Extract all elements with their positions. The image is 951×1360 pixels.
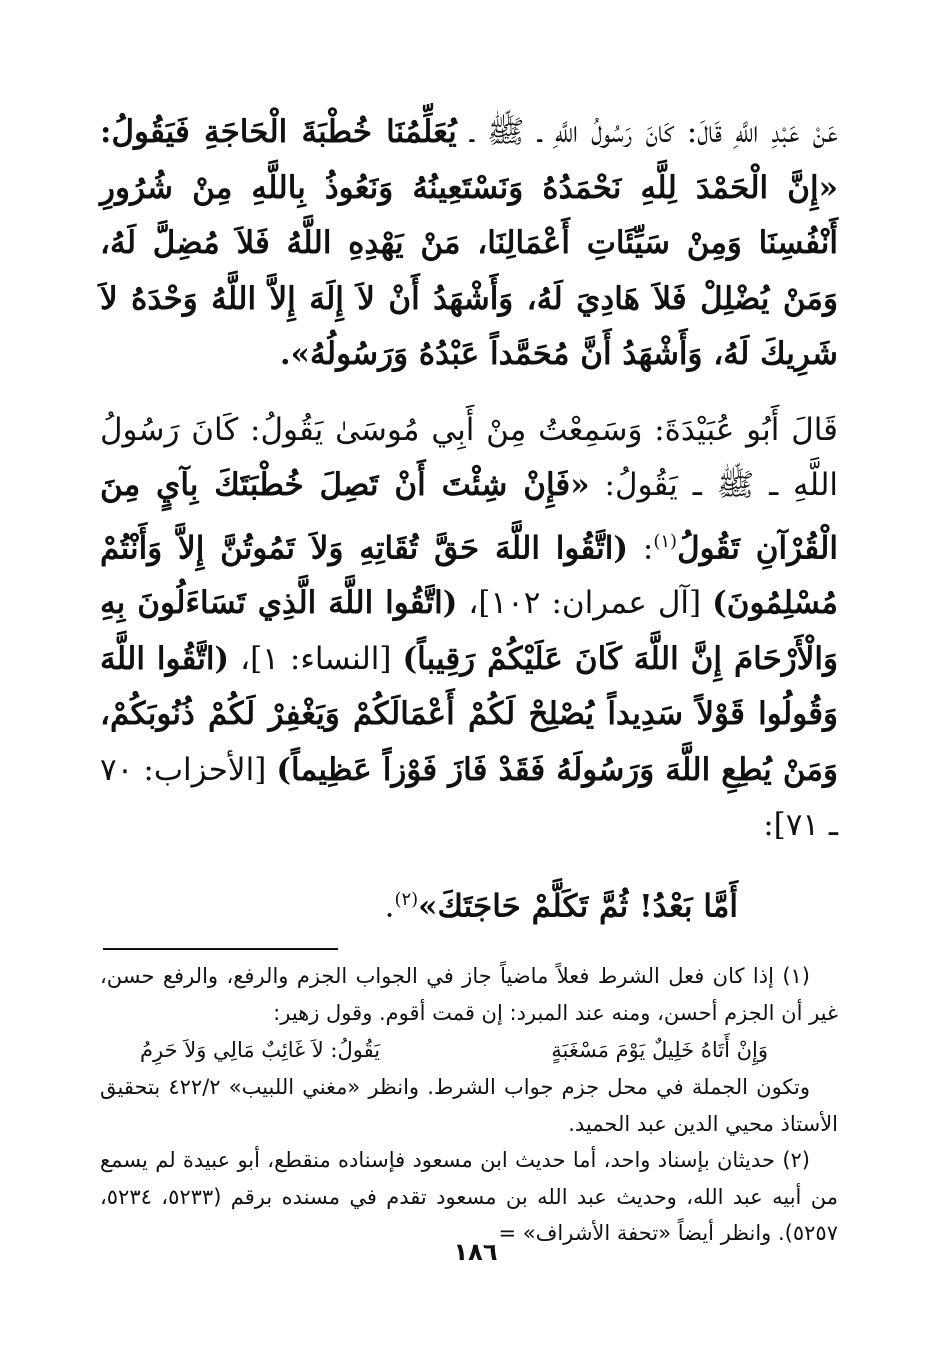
hadith-intro: عَنْ عَبْدِ اللَّهِ قَالَ: كَانَ رَسُولُ اللَّهِ ـ ﷺ ـ	[456, 114, 838, 150]
narration-text: قَالَ أَبُو عُبَيْدَةَ: وَسَمِعْتُ مِنْ أَبِي مُوسَىٰ يَقُولُ: كَانَ رَسُولُ اللَّهِ ـ ﷺ ـ يَقُولُ:	[100, 411, 839, 503]
hadith-paragraph-1	[100, 105, 838, 383]
ayah-3: (اتَّقُوا اللَّهَ وَقُولُوا قَوْلاً سَدِيداً يُصْلِحْ لَكُمْ أَعْمَالَكُمْ وَيَغْفِرْ لَكُمْ ذُنُوبَكُمْ، وَمَنْ يُطِعِ اللَّهَ وَرَسُولَهُ فَقَدْ فَازَ فَوْزاً عَظِيماً)	[100, 640, 838, 788]
citation-1: [آل عمران: ١٠٢]،	[457, 585, 713, 622]
ayah-2: (اتَّقُوا اللَّهَ الَّذِي تَسَاءَلُونَ بِهِ وَالْأَرْحَامَ إِنَّ اللَّهَ كَانَ عَلَيْكُمْ رَقِيباً)	[100, 585, 839, 677]
closing-end: .	[384, 888, 395, 925]
footnote-ref-2: (٢)	[394, 888, 419, 910]
page-number: ١٨٦	[453, 1238, 498, 1266]
footnote-separator	[103, 948, 338, 950]
colon: :	[627, 529, 654, 566]
citation-3: [الأحزاب: ٧٠ ـ ٧١]:	[100, 751, 838, 844]
footnote-1-continued: وتكون الجملة في محل جزم جواب الشرط. وانظر «مغني اللبيب» ٤٢٢/٢ بتحقيق الأستاذ محيي الدين عبد الحميد.	[100, 1075, 838, 1136]
verse-second-hemistich: يَقُولُ: لاَ غَائِبٌ مَالِي وَلاَ حَرِمُ	[140, 1038, 381, 1063]
ayah-1: (اتَّقُوا اللَّهَ حَقَّ تُقَاتِهِ وَلاَ تَمُوتُنَّ إِلاَّ وَأَنْتُمْ مُسْلِمُونَ)	[100, 529, 838, 622]
footnote-1: (١) إذا كان فعل الشرط فعلاً ماضياً جاز في الجواب الجزم والرفع، والرفع حسن، غير أن الجزم أحسن، ومنه عند المبرد: إن قمت أقوم. وقول زهير:	[100, 964, 838, 1025]
closing-text: أَمَّا بَعْدُ! ثُمَّ تَكَلَّمْ حَاجَتَكَ»	[418, 888, 738, 925]
verse-first-hemistich: وَإِنْ أَتَاهُ خَلِيلٌ يَوْمَ مَسْغَبَةٍ	[551, 1038, 768, 1063]
citation-2: [النساء: ١]،	[229, 640, 403, 677]
hadith-paragraph-2	[100, 403, 838, 854]
narration-quote: «فَإِنْ شِئْتَ أَنْ تَصِلَ خُطْبَتَكَ بِآيٍ مِنَ الْقُرْآنِ تَقُولُ	[100, 467, 838, 566]
footnote-ref-1: (١)	[653, 530, 678, 552]
hadith-quote: يُعَلِّمُنَا خُطْبَةَ الْحَاجَةِ فَيَقُولُ: «إِنَّ الْحَمْدَ لِلَّهِ نَحْمَدُهُ وَنَسْتَعِينُهُ وَنَعُوذُ بِاللَّهِ مِنْ شُرُورِ أَنْفُسِنَا وَمِنْ سَيِّئَاتِ أَعْمَالِنَا، مَنْ يَهْدِهِ اللَّهُ فَلاَ مُضِلَّ لَهُ، وَمَنْ يُضْلِلْ فَلاَ هَادِيَ لَهُ، وَأَشْهَدُ أَنْ لاَ إِلَهَ إِلاَّ اللَّهُ وَحْدَهُ لاَ شَرِيكَ لَهُ، وَأَشْهَدُ أَنَّ مُحَمَّداً عَبْدُهُ وَرَسُولُهُ».	[100, 114, 838, 372]
footnote-2: (٢) حديثان بإسناد واحد، أما حديث ابن مسعود فإسناده منقطع، أبو عبيدة لم يسمع من أبيه عبد الله، وحديث عبد الله بن مسعود تقدم في مسنده برقم (٥٢٣٣، ٥٢٣٤، ٥٢٥٧). وانظر أيضاً «تحفة الأشراف» =	[100, 1148, 838, 1246]
page-body	[100, 105, 838, 1252]
closing-line	[100, 872, 838, 934]
footnotes	[100, 958, 838, 1252]
poetry-verse	[100, 1031, 838, 1069]
